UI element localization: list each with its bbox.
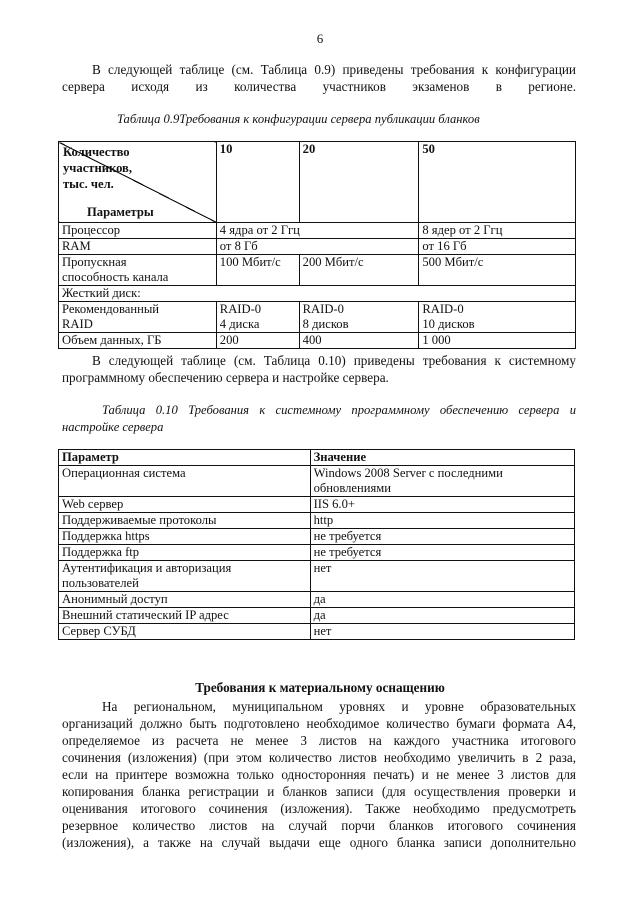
col-header-20: 20 (299, 142, 419, 223)
value-cell: Windows 2008 Server с последними обновлениями (310, 466, 574, 497)
intro-paragraph-1 (62, 61, 576, 95)
diag-header-line1: Количество (63, 145, 130, 159)
row-label-volume: Объем данных, ГБ (59, 333, 217, 349)
cell-cpu-50: 8 ядер от 2 Ггц (419, 223, 576, 239)
table2-caption (62, 402, 576, 436)
cell-bandwidth-50: 500 Мбит/с (419, 255, 576, 286)
raid-label-line2: RAID (62, 317, 93, 331)
cell-bandwidth-10: 100 Мбит/с (216, 255, 299, 286)
intro1-line2: сервера исходя из количества участников экзаменов в регионе. (62, 79, 576, 94)
row-label-raid (59, 302, 217, 333)
param-cell: Операционная система (59, 466, 311, 497)
bandwidth-label-line1: Пропускная (62, 255, 127, 269)
param-cell: Анонимный доступ (59, 592, 311, 608)
table-row (59, 624, 575, 640)
body-line: если на принтере возможна только односторонняя печать) и не менее 3 листов для (62, 767, 576, 782)
param-cell: Поддержка ftp (59, 545, 311, 561)
cell-raid-20 (299, 302, 419, 333)
table-row (59, 529, 575, 545)
body-line: копирования бланка регистрации и бланков записи (для осуществления проверки и (62, 784, 576, 799)
table-row (59, 466, 575, 497)
body-line: На региональном, муниципальном уровнях и уровне образовательных (102, 699, 576, 714)
section-body (62, 698, 576, 851)
cell-ram-10-20: от 8 Гб (216, 239, 419, 255)
row-label-disk: Жесткий диск: (59, 286, 576, 302)
intro1-line1: В следующей таблице (см. Таблица 0.9) приведены требования к конфигурации (92, 62, 576, 77)
param-cell: Поддержка https (59, 529, 311, 545)
cell-cpu-10-20: 4 ядра от 2 Ггц (216, 223, 419, 239)
param-cell: Аутентификация и авторизация пользователей (59, 561, 311, 592)
header-parameter: Параметр (59, 450, 311, 466)
value-cell: http (310, 513, 574, 529)
header-value: Значение (310, 450, 574, 466)
page-number: 6 (316, 31, 324, 46)
value-cell: да (310, 608, 574, 624)
table-row (59, 255, 576, 286)
param-cell: Внешний статический IP адрес (59, 608, 311, 624)
value-cell: IIS 6.0+ (310, 497, 574, 513)
table-row (59, 497, 575, 513)
raid-50-disks: 10 дисков (422, 317, 475, 331)
raid-label-line1: Рекомендованный (62, 302, 160, 316)
body-line: (изложения), а также на случай выдачи еще одного бланка записи дополнительно (62, 835, 576, 850)
raid-50-type: RAID-0 (422, 302, 464, 316)
param-cell: Поддерживаемые протоколы (59, 513, 311, 529)
body-line: оценивания итогового сочинения (изложения). Также необходимо предусмотреть (62, 801, 576, 816)
body-line: организаций должно быть подготовлено необходимое количество бумаги формата А4, (62, 716, 576, 731)
row-label-cpu: Процессор (59, 223, 217, 239)
raid-20-disks: 8 дисков (302, 317, 349, 331)
software-requirements-table (58, 449, 575, 640)
table2-caption-line2: настройке сервера (62, 420, 164, 434)
raid-20-type: RAID-0 (302, 302, 344, 316)
body-line: сочинения (изложения) (при этом количество листов необходимо увеличить в 2 раза, (62, 750, 576, 765)
diag-header-bottom: Параметры (87, 205, 154, 219)
value-cell: не требуется (310, 529, 574, 545)
table-row (59, 223, 576, 239)
value-cell: нет (310, 624, 574, 640)
col-header-50: 50 (419, 142, 576, 223)
col-header-10: 10 (216, 142, 299, 223)
intro2-line2: программному обеспечению сервера и настройке сервера. (62, 370, 389, 385)
table1-header-row (59, 142, 576, 223)
cell-bandwidth-20: 200 Мбит/с (299, 255, 419, 286)
intro-paragraph-2 (62, 352, 576, 386)
cell-ram-50: от 16 Гб (419, 239, 576, 255)
row-label-ram: RAM (59, 239, 217, 255)
value-cell: не требуется (310, 545, 574, 561)
table-row (59, 239, 576, 255)
table-row (59, 513, 575, 529)
cell-volume-50: 1 000 (419, 333, 576, 349)
cell-raid-50 (419, 302, 576, 333)
table2-header-row (59, 450, 575, 466)
table-row (59, 608, 575, 624)
value-cell: да (310, 592, 574, 608)
table-row (59, 561, 575, 592)
server-config-table (58, 141, 576, 349)
table-row (59, 333, 576, 349)
body-line: резервное количество листов на случай порчи бланков итогового сочинения (62, 818, 576, 833)
raid-10-disks: 4 диска (219, 317, 260, 331)
table-row (59, 545, 575, 561)
diag-header-line2: участников, (63, 161, 133, 175)
table-row (59, 592, 575, 608)
section-heading: Требования к материальному оснащению (195, 680, 445, 695)
cell-raid-10 (216, 302, 299, 333)
raid-10-type: RAID-0 (219, 302, 262, 316)
intro2-line1: В следующей таблице (см. Таблица 0.10) приведены требования к системному (92, 353, 576, 368)
value-cell: нет (310, 561, 574, 592)
cell-volume-10: 200 (216, 333, 299, 349)
table2-caption-line1: Таблица 0.10 Требования к системному программному обеспечению сервера и (102, 403, 576, 417)
bandwidth-label-line2: способность канала (62, 270, 169, 284)
body-line: определяемое из расчета не менее 3 листов на каждого участника итогового (62, 733, 576, 748)
param-cell: Сервер СУБД (59, 624, 311, 640)
cell-volume-20: 400 (299, 333, 419, 349)
row-label-bandwidth (59, 255, 217, 286)
param-cell: Web сервер (59, 497, 311, 513)
table-row (59, 302, 576, 333)
table1-caption: Таблица 0.9Требования к конфигурации сервера публикации бланков (117, 112, 480, 126)
diag-header-line3: тыс. чел. (63, 177, 114, 191)
diagonal-header-cell (59, 142, 217, 223)
table-row (59, 286, 576, 302)
